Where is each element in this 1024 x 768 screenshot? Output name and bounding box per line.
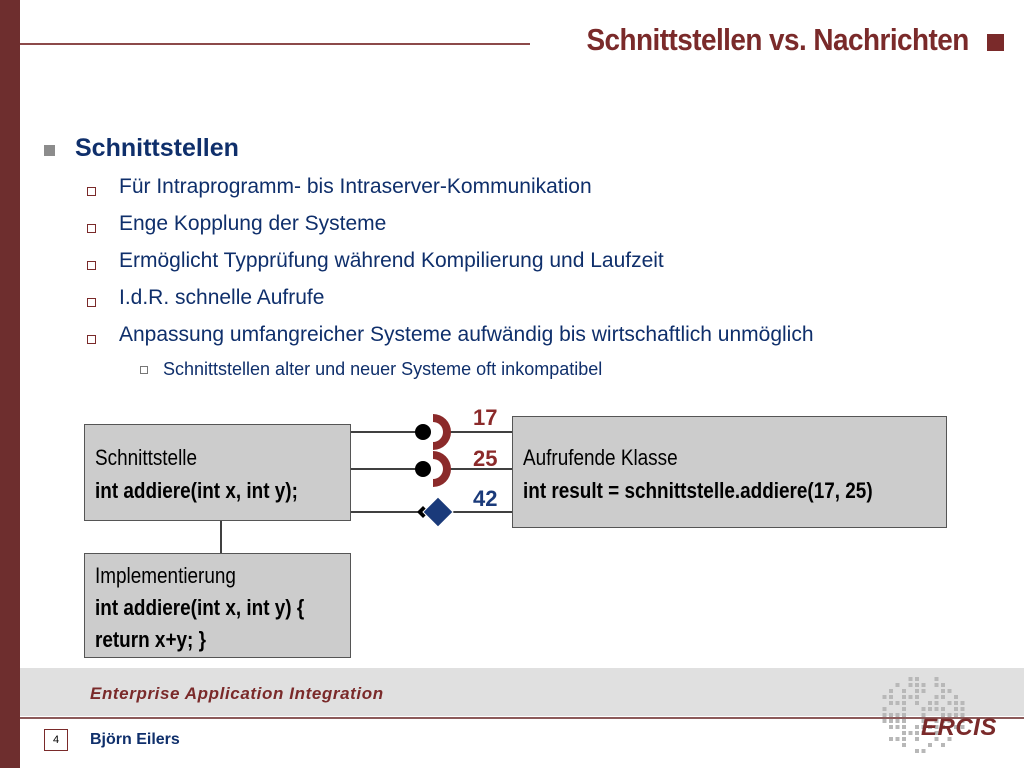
port-ball-icon	[415, 461, 431, 477]
interface-box-label: Schnittstelle	[95, 445, 198, 470]
caller-box	[512, 416, 947, 528]
slide-title: Schnittstellen vs. Nachrichten	[586, 22, 969, 57]
bullet-item: Enge Kopplung der Systeme	[119, 212, 387, 235]
sub-bullet-item: Schnittstellen alter und neuer Systeme oft inkompatibel	[163, 359, 603, 379]
caller-box-code: int result = schnittstelle.addiere(17, 25)	[523, 478, 873, 503]
bullet-item: I.d.R. schnelle Aufrufe	[119, 286, 325, 309]
interface-box	[84, 424, 351, 521]
bullet-item: Für Intraprogramm- bis Intraserver-Kommunikation	[119, 175, 592, 198]
footer-course-title: Enterprise Application Integration	[90, 684, 384, 703]
bullet-item: Anpassung umfangreicher Systeme aufwändig bis wirtschaftlich unmöglich	[119, 323, 814, 346]
implementation-box-code: return x+y; }	[95, 627, 206, 652]
interface-box-signature: int addiere(int x, int y);	[95, 478, 298, 503]
port-socket-icon	[433, 451, 451, 487]
section-heading: Schnittstellen	[75, 134, 239, 162]
implementation-box-code: int addiere(int x, int y) {	[95, 595, 305, 620]
bullet-item: Ermöglicht Typprüfung während Kompilierung und Laufzeit	[119, 249, 664, 272]
port-ball-icon	[415, 424, 431, 440]
argument-value: 17	[473, 405, 498, 430]
ercis-logo-text: ERCIS	[921, 714, 997, 741]
port-socket-icon	[433, 414, 451, 450]
author-name: Björn Eilers	[90, 731, 180, 748]
implementation-box	[84, 553, 351, 658]
argument-value: 25	[473, 446, 498, 471]
return-diamond-icon	[423, 497, 453, 527]
page-number: 4	[44, 729, 68, 751]
result-value: 42	[473, 486, 498, 511]
caller-box-label: Aufrufende Klasse	[523, 445, 678, 470]
implementation-box-label: Implementierung	[95, 563, 236, 588]
